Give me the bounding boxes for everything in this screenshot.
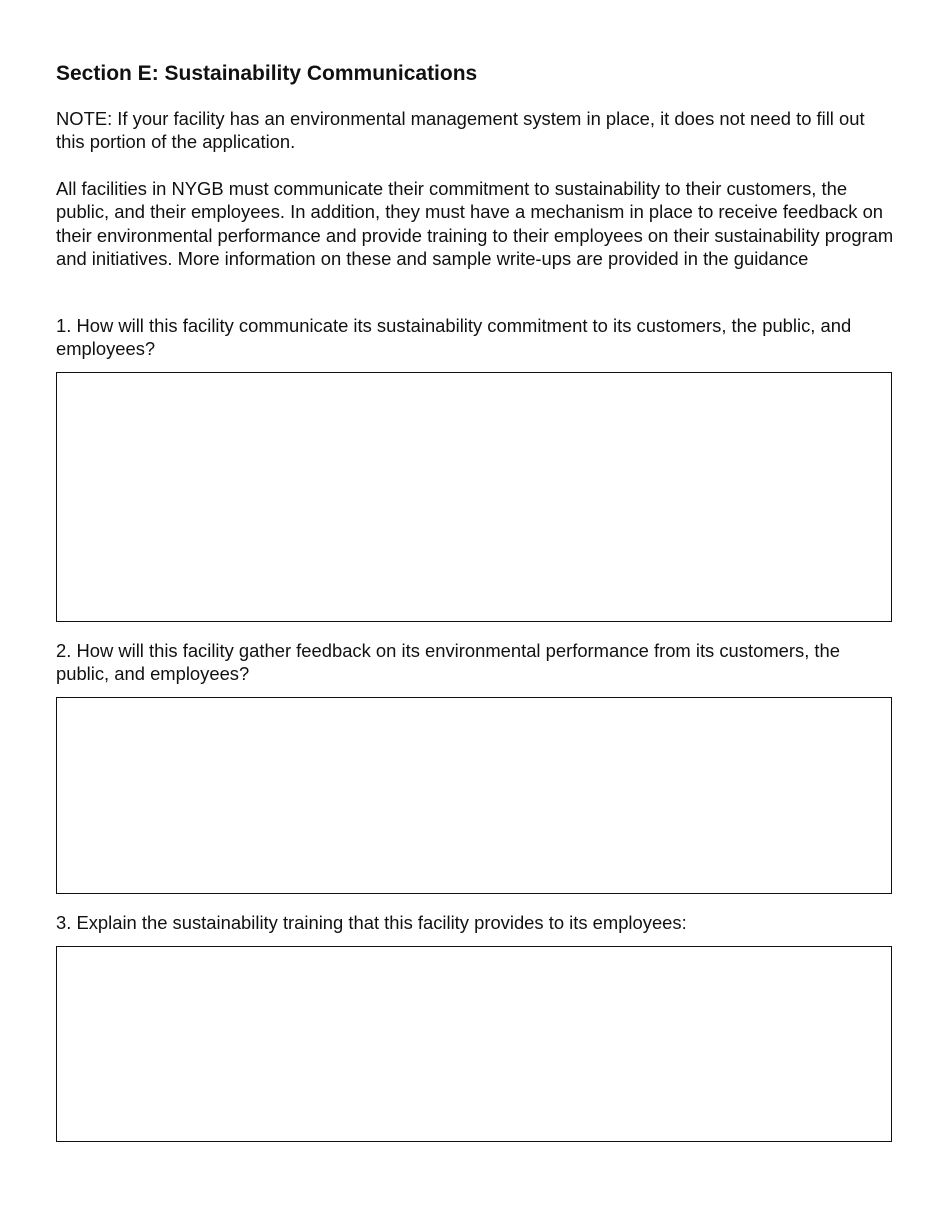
question-3-answer-field[interactable] xyxy=(56,946,892,1142)
question-2-label: 2. How will this facility gather feedback on its environmental performance from its customers, the public, and employees? xyxy=(56,640,840,685)
question-2-answer-field[interactable] xyxy=(56,697,892,894)
question-3-label: 3. Explain the sustainability training that this facility provides to its employees: xyxy=(56,912,687,933)
section-title: Section E: Sustainability Communications xyxy=(56,62,478,85)
question-1-answer-field[interactable] xyxy=(56,372,892,622)
section-intro: All facilities in NYGB must communicate their commitment to sustainability to their customers, the public, and their employees. In addition, they must have a mechanism in place to receive feedback on their environmental performance and provide training to their employees on their sustainability program and initiatives. More information on these and sample write-ups are provided in the guidance xyxy=(56,178,894,269)
question-1-label: 1. How will this facility communicate its sustainability commitment to its customers, the public, and employees? xyxy=(56,315,852,360)
section-note: NOTE: If your facility has an environmental management system in place, it does not need to fill out this portion of the application. xyxy=(56,108,865,153)
